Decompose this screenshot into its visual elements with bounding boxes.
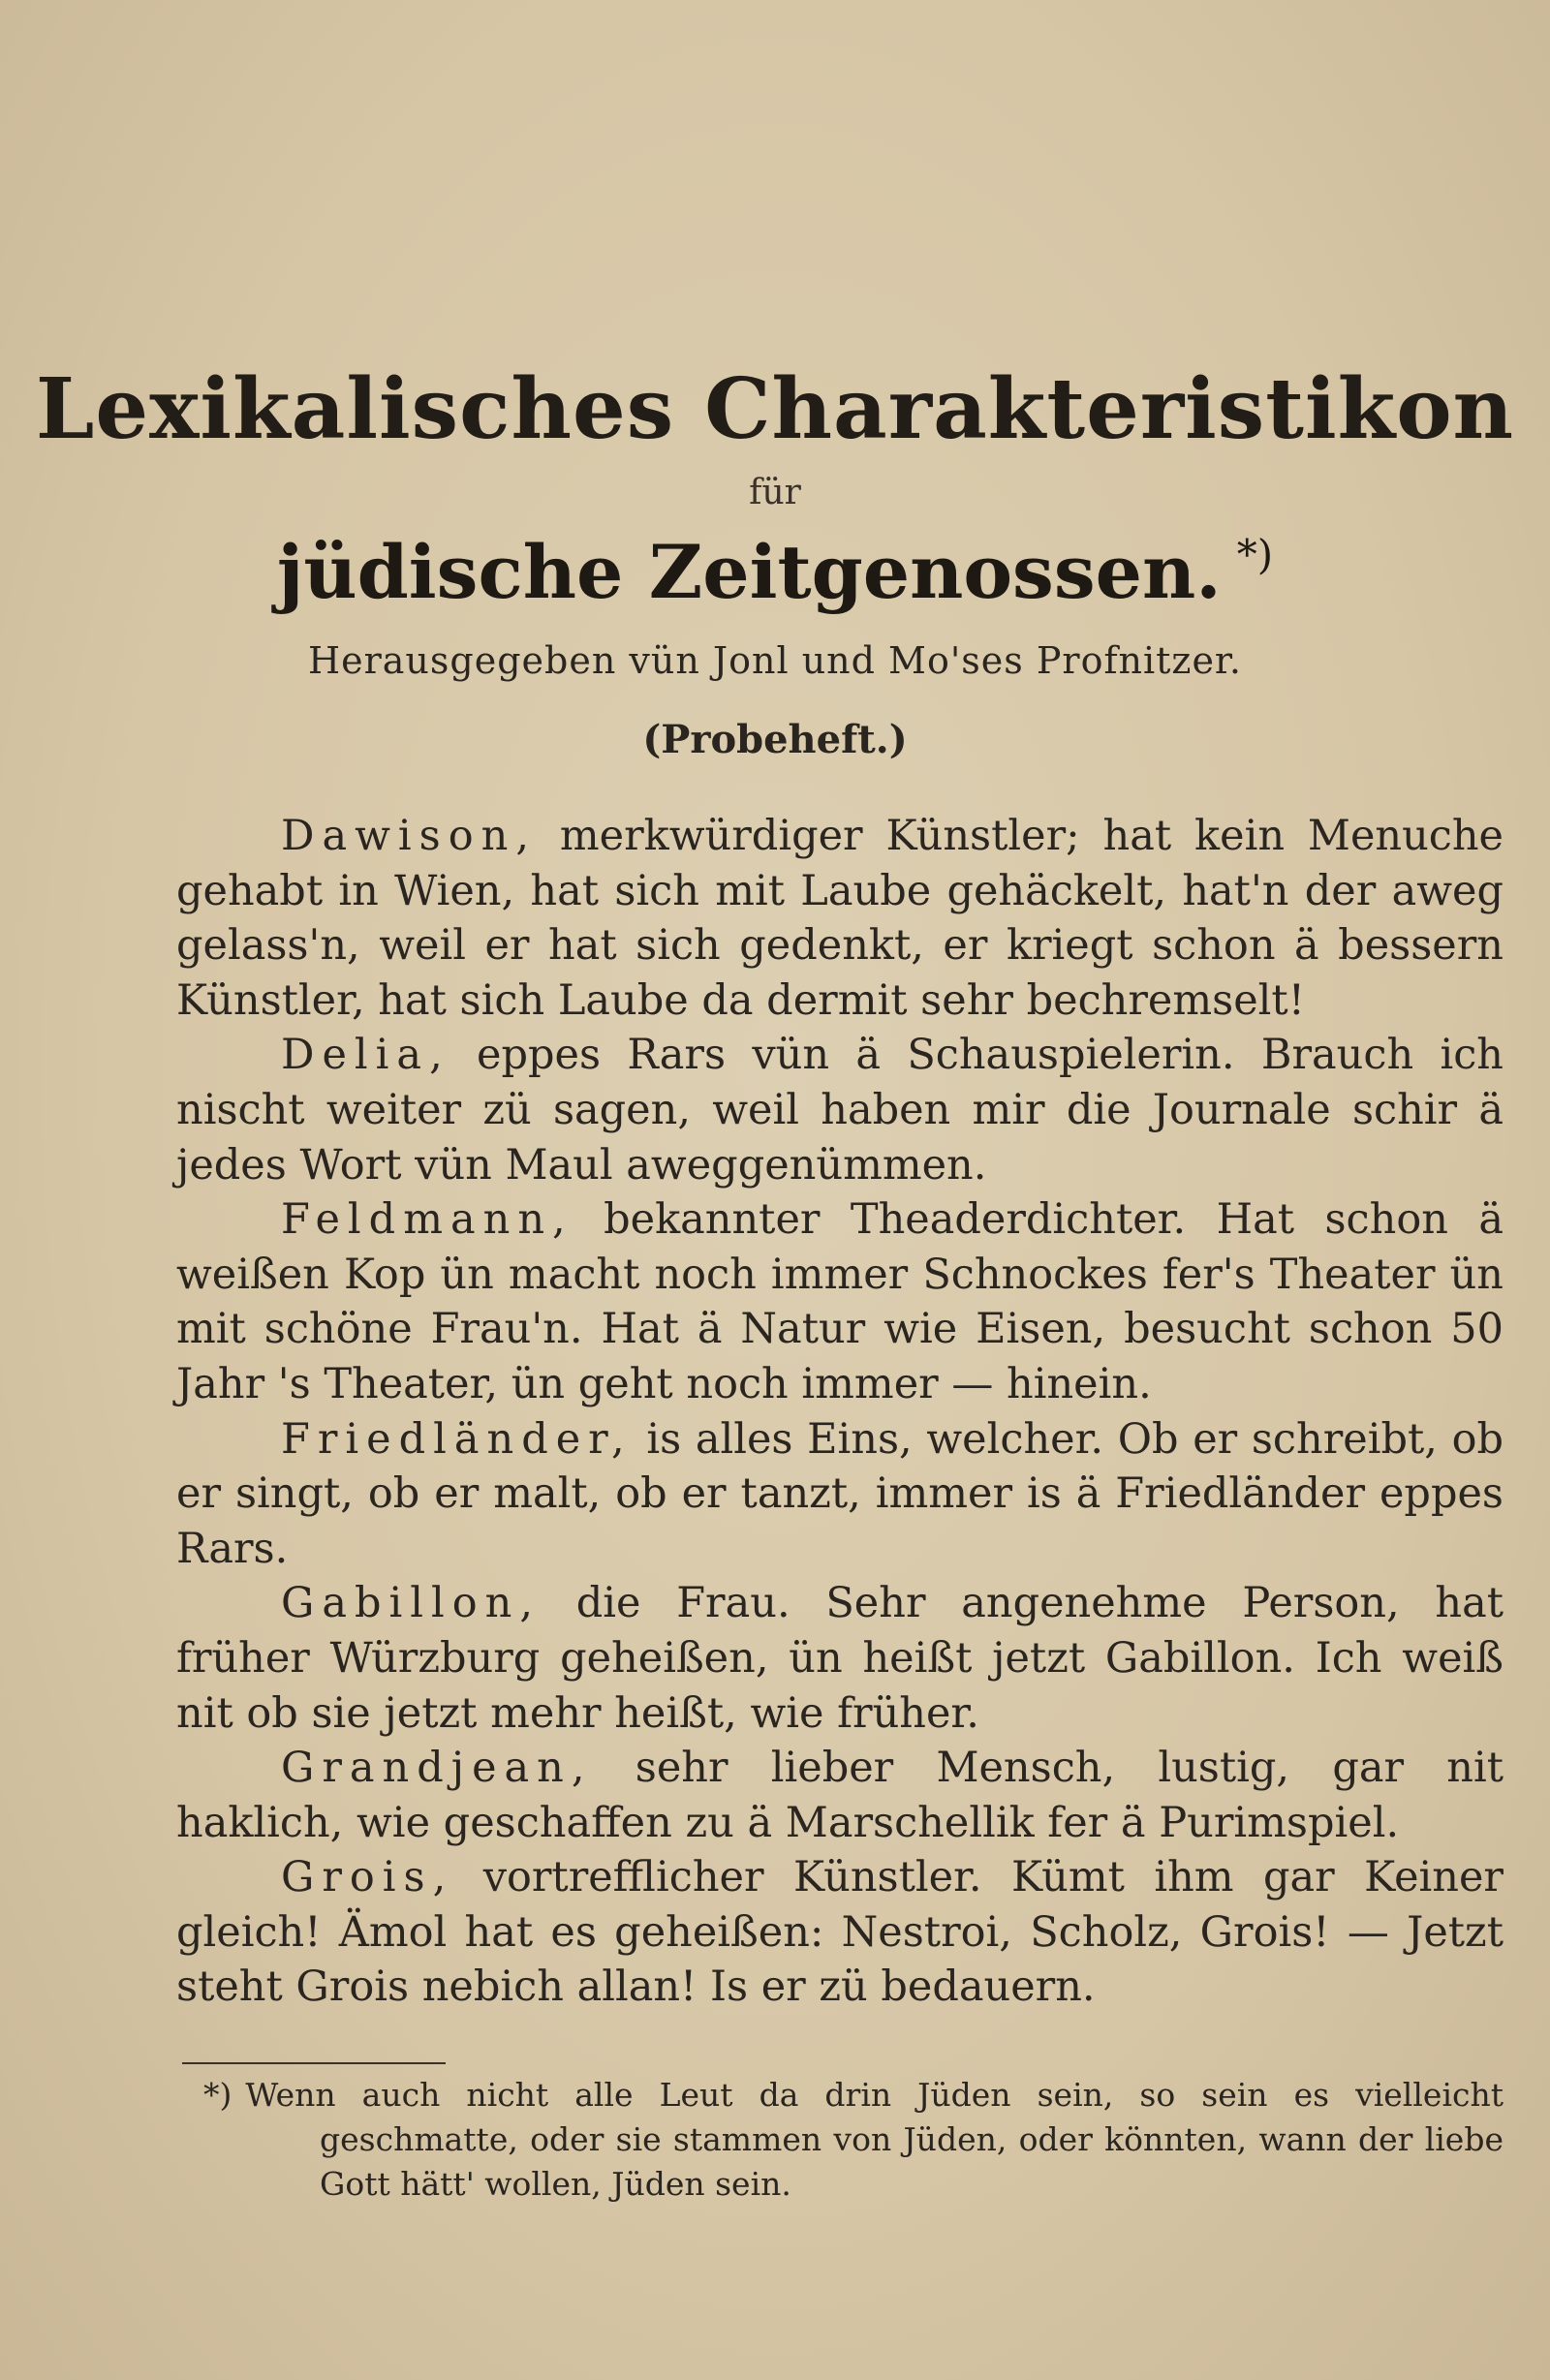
entry [176, 1412, 1504, 1577]
entry-name: Friedländer, [281, 1414, 633, 1464]
entry [176, 1028, 1504, 1192]
entry [176, 1192, 1504, 1411]
title-line-2-text: jüdische Zeitgenossen. [276, 529, 1222, 615]
entry-text: sehr lieber Mensch, lustig, gar nit haklich, wie geschaffen zu ä Marschellik fer ä Purimspiel. [176, 1744, 1504, 1847]
entry [176, 1576, 1504, 1741]
entry [176, 809, 1504, 1028]
entry-name: Delia, [281, 1031, 450, 1080]
title-connector: für [749, 473, 801, 512]
entry-name: Dawison, [281, 812, 537, 860]
footnote [203, 2073, 1504, 2207]
footnote-mark: *) [203, 2076, 232, 2114]
entry-text: vortrefflicher Künstler. Kümt ihm gar Keiner gleich! Ämol hat es geheißen: Nestroi, Scholz, Grois! — Jetzt steht Grois nebich allan! Is er zü bedauern. [176, 1853, 1504, 2012]
entry-text: is alles Eins, welcher. Ob er schreibt, ob er singt, ob er malt, ob er tanzt, immer is ä Friedländer eppes Rars. [176, 1414, 1504, 1573]
editors-line: Herausgegeben vün Jonl und Mo'ses Profnitzer. [307, 639, 1243, 682]
title-footnote-mark: *) [1236, 531, 1274, 578]
entries-body [176, 809, 1504, 2015]
entry [176, 1741, 1504, 1850]
probe-label: (Probeheft.) [642, 717, 908, 762]
title-line-2 [0, 529, 1550, 615]
entry-text: eppes Rars vün ä Schauspielerin. Brauch ich nischt weiter zü sagen, weil haben mir die Journale schir ä jedes Wort vün Maul aweggenümmen. [176, 1031, 1504, 1190]
title-line-1: Lexikalisches Charakteristikon [35, 360, 1515, 458]
entry-name: Grandjean, [281, 1744, 593, 1793]
footnote-text: Wenn auch nicht alle Leut da drin Jüden sein, so sein es vielleicht geschmatte, oder sie stammen von Jüden, oder könnten, wann der liebe Gott hätt' wollen, Jüden sein. [245, 2076, 1504, 2203]
entry-name: Grois, [281, 1853, 454, 1902]
entry-text: merkwürdiger Künstler; hat kein Menuche gehabt in Wien, hat sich mit Laube gehäckelt, hat'n der aweg gelass'n, weil er hat sich gedenkt, er kriegt schon ä bessern Künstler, hat sich Laube da dermit sehr bechremselt! [176, 812, 1504, 1025]
footnote-divider [182, 2062, 446, 2064]
footnote-paragraph [203, 2073, 1504, 2207]
entry-text: bekannter Theaderdichter. Hat schon ä weißen Kop ün macht noch immer Schnockes fer's Theater ün mit schöne Frau'n. Hat ä Natur wie Eisen, besucht schon 50 Jahr 's Theater, ün geht noch immer — hinein. [176, 1195, 1504, 1408]
entry [176, 1850, 1504, 2015]
entry-name: Feldmann, [281, 1195, 574, 1245]
entry-text: die Frau. Sehr angenehme Person, hat früher Würzburg geheißen, ün heißt jetzt Gabillon. Ich weiß nit ob sie jetzt mehr heißt, wie früher. [176, 1579, 1504, 1738]
entry-name: Gabillon, [281, 1579, 542, 1628]
